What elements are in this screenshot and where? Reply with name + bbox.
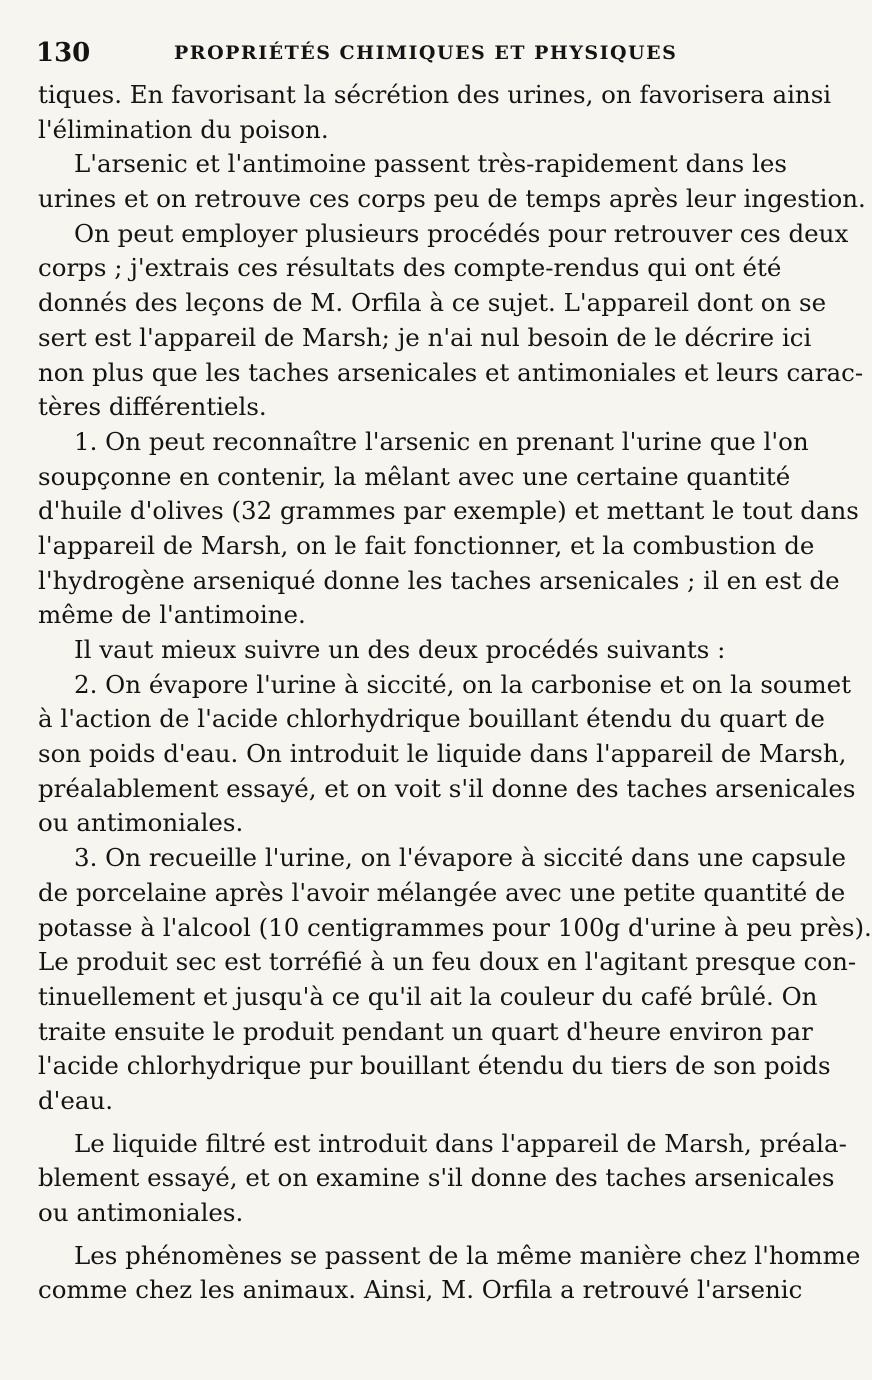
- text-line: 2. On évapore l'urine à siccité, on la carbonise et on la soumet: [74, 669, 852, 699]
- text-line: l'acide chlorhydrique pur bouillant étendu du tiers de son poids: [38, 1051, 831, 1081]
- text-line: l'appareil de Marsh, on le fait fonctionner, et la combustion de: [38, 530, 815, 560]
- text-line: l'élimination du poison.: [38, 114, 329, 144]
- text-line: non plus que les taches arsenicales et antimoniales et leurs carac-: [38, 357, 864, 387]
- text-line: blement essayé, et on examine s'il donne des taches arsenicales: [38, 1163, 835, 1193]
- page-header: [36, 38, 766, 78]
- text-line: sert est l'appareil de Marsh; je n'ai nul besoin de le décrire ici: [38, 322, 812, 352]
- text-line: L'arsenic et l'antimoine passent très-rapidement dans les: [74, 149, 787, 179]
- text-line: traite ensuite le produit pendant un quart d'heure environ par: [38, 1016, 813, 1046]
- body-text: [38, 78, 872, 1308]
- text-line: donnés des leçons de M. Orfila à ce sujet. L'appareil dont on se: [38, 288, 827, 318]
- text-line: urines et on retrouve ces corps peu de temps après leur ingestion.: [38, 184, 866, 214]
- text-line: On peut employer plusieurs procédés pour retrouver ces deux: [74, 218, 849, 248]
- text-line: 3. On recueille l'urine, on l'évapore à siccité dans une capsule: [74, 843, 847, 873]
- text-line: l'hydrogène arseniqué donne les taches arsenicales ; il en est de: [38, 565, 840, 595]
- text-line: Il vaut mieux suivre un des deux procédés suivants :: [74, 635, 726, 664]
- text-line: à l'action de l'acide chlorhydrique bouillant étendu du quart de: [38, 704, 825, 734]
- text-line: ou antimoniales.: [38, 808, 244, 838]
- page-number: 130: [36, 38, 91, 68]
- text-line: son poids d'eau. On introduit le liquide dans l'appareil de Marsh,: [38, 739, 847, 769]
- text-line: Les phénomènes se passent de la même manière chez l'homme: [74, 1240, 861, 1270]
- text-line: d'eau.: [38, 1085, 114, 1115]
- text-line: ou antimoniales.: [38, 1198, 244, 1227]
- text-line: de porcelaine après l'avoir mélangée avec une petite quantité de: [38, 877, 846, 907]
- text-line: tères différentiels.: [38, 392, 267, 422]
- running-head: PROPRIÉTÉS CHIMIQUES ET PHYSIQUES: [174, 42, 678, 64]
- text-line: tiques. En favorisant la sécrétion des urines, on favorisera ainsi: [38, 80, 832, 109]
- text-line: Le produit sec est torréfié à un feu doux en l'agitant presque con-: [38, 947, 857, 977]
- text-line: même de l'antimoine.: [38, 600, 306, 630]
- text-line: soupçonne en contenir, la mêlant avec une certaine quantité: [38, 461, 791, 491]
- text-line: 1. On peut reconnaître l'arsenic en prenant l'urine que l'on: [74, 426, 809, 456]
- text-line: Le liquide filtré est introduit dans l'appareil de Marsh, préala-: [74, 1128, 847, 1158]
- text-line: préalablement essayé, et on voit s'il donne des taches arsenicales: [38, 773, 856, 803]
- text-line: d'huile d'olives (32 grammes par exemple) et mettant le tout dans: [38, 496, 859, 526]
- text-line: comme chez les animaux. Ainsi, M. Orfila a retrouvé l'arsenic: [38, 1275, 803, 1305]
- text-line: corps ; j'extrais ces résultats des compte-rendus qui ont été: [38, 253, 782, 283]
- text-line: tinuellement et jusqu'à ce qu'il ait la couleur du café brûlé. On: [38, 981, 818, 1011]
- text-line: potasse à l'alcool (10 centigrammes pour 100g d'urine à peu près).: [38, 912, 872, 942]
